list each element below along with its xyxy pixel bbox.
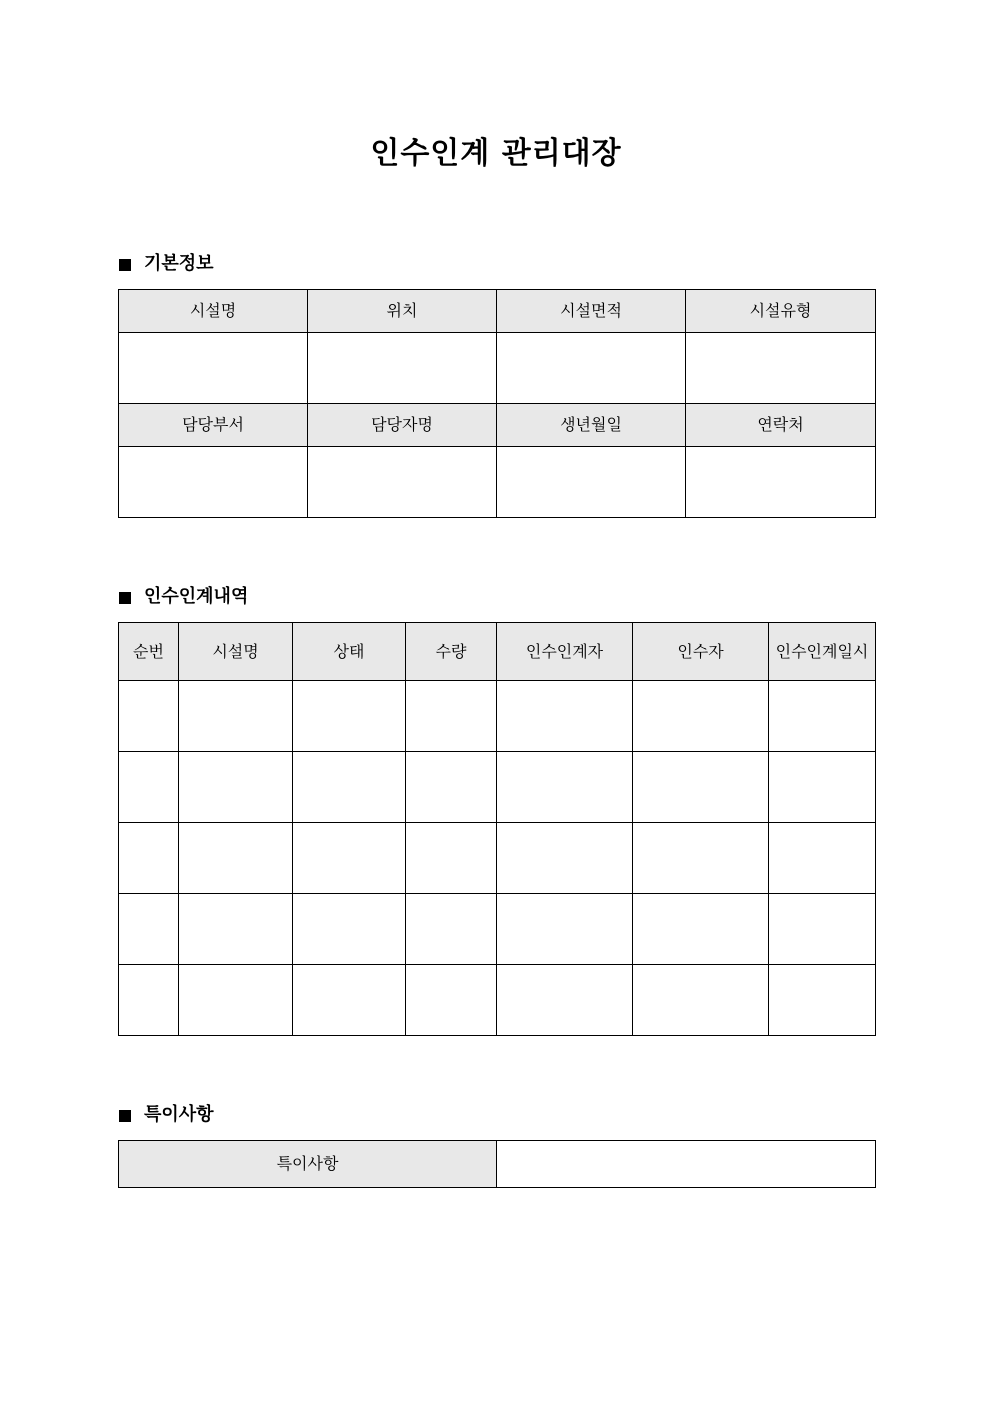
table-row [119, 965, 876, 1036]
table-cell[interactable] [179, 823, 293, 894]
table-cell[interactable] [119, 752, 179, 823]
header-receiver: 인수자 [633, 623, 769, 681]
section-title-handover-history [119, 584, 248, 610]
table-header-row [119, 623, 876, 681]
table-cell[interactable] [406, 894, 497, 965]
location-cell[interactable] [308, 333, 497, 404]
header-facility-type: 시설유형 [686, 290, 876, 333]
table-cell[interactable] [119, 965, 179, 1036]
header-location: 위치 [308, 290, 497, 333]
section-title-text: 특이사항 [144, 1104, 214, 1125]
square-bullet-icon [119, 592, 131, 604]
header-department: 담당부서 [119, 404, 308, 447]
section-title-remarks [119, 1102, 214, 1128]
table-row [119, 1141, 876, 1188]
table-cell[interactable] [633, 681, 769, 752]
table-cell[interactable] [769, 752, 876, 823]
table-header-row [119, 404, 876, 447]
table-header-row [119, 290, 876, 333]
facility-type-cell[interactable] [686, 333, 876, 404]
remarks-table [118, 1140, 876, 1188]
department-cell[interactable] [119, 447, 308, 518]
table-cell[interactable] [293, 681, 406, 752]
contact-cell[interactable] [686, 447, 876, 518]
header-contact: 연락처 [686, 404, 876, 447]
table-cell[interactable] [769, 965, 876, 1036]
table-row [119, 333, 876, 404]
facility-name-cell[interactable] [119, 333, 308, 404]
table-cell[interactable] [769, 681, 876, 752]
header-handover-datetime: 인수인계일시 [769, 623, 876, 681]
header-facility-name: 시설명 [179, 623, 293, 681]
table-cell[interactable] [769, 823, 876, 894]
table-cell[interactable] [633, 965, 769, 1036]
table-cell[interactable] [406, 681, 497, 752]
header-manager-name: 담당자명 [308, 404, 497, 447]
birth-date-cell[interactable] [497, 447, 686, 518]
header-handover-person: 인수인계자 [497, 623, 633, 681]
table-cell[interactable] [769, 894, 876, 965]
table-cell[interactable] [179, 965, 293, 1036]
table-cell[interactable] [633, 823, 769, 894]
table-cell[interactable] [497, 894, 633, 965]
handover-history-table [118, 622, 876, 1036]
table-cell[interactable] [497, 681, 633, 752]
table-cell[interactable] [119, 823, 179, 894]
table-cell[interactable] [406, 823, 497, 894]
facility-area-cell[interactable] [497, 333, 686, 404]
manager-name-cell[interactable] [308, 447, 497, 518]
table-cell[interactable] [293, 752, 406, 823]
section-title-text: 인수인계내역 [144, 586, 249, 607]
table-cell[interactable] [633, 894, 769, 965]
table-cell[interactable] [293, 965, 406, 1036]
section-title-basic-info [119, 251, 214, 277]
header-quantity: 수량 [406, 623, 497, 681]
table-row [119, 894, 876, 965]
table-cell[interactable] [179, 681, 293, 752]
document-title: 인수인계 관리대장 [370, 136, 622, 171]
header-status: 상태 [293, 623, 406, 681]
table-row [119, 447, 876, 518]
table-cell[interactable] [293, 894, 406, 965]
square-bullet-icon [119, 259, 131, 271]
table-cell[interactable] [497, 823, 633, 894]
table-cell[interactable] [497, 965, 633, 1036]
table-cell[interactable] [179, 752, 293, 823]
table-row [119, 681, 876, 752]
table-cell[interactable] [633, 752, 769, 823]
table-cell[interactable] [497, 752, 633, 823]
remarks-label: 특이사항 [119, 1141, 497, 1188]
square-bullet-icon [119, 1110, 131, 1122]
header-birth-date: 생년월일 [497, 404, 686, 447]
remarks-value-cell[interactable] [497, 1141, 876, 1188]
table-cell[interactable] [293, 823, 406, 894]
header-facility-area: 시설면적 [497, 290, 686, 333]
table-cell[interactable] [179, 894, 293, 965]
section-title-text: 기본정보 [144, 253, 214, 274]
basic-info-table [118, 289, 876, 518]
table-row [119, 752, 876, 823]
table-row [119, 823, 876, 894]
table-cell[interactable] [406, 752, 497, 823]
header-facility-name: 시설명 [119, 290, 308, 333]
header-seq-no: 순번 [119, 623, 179, 681]
table-cell[interactable] [119, 894, 179, 965]
table-cell[interactable] [119, 681, 179, 752]
table-cell[interactable] [406, 965, 497, 1036]
